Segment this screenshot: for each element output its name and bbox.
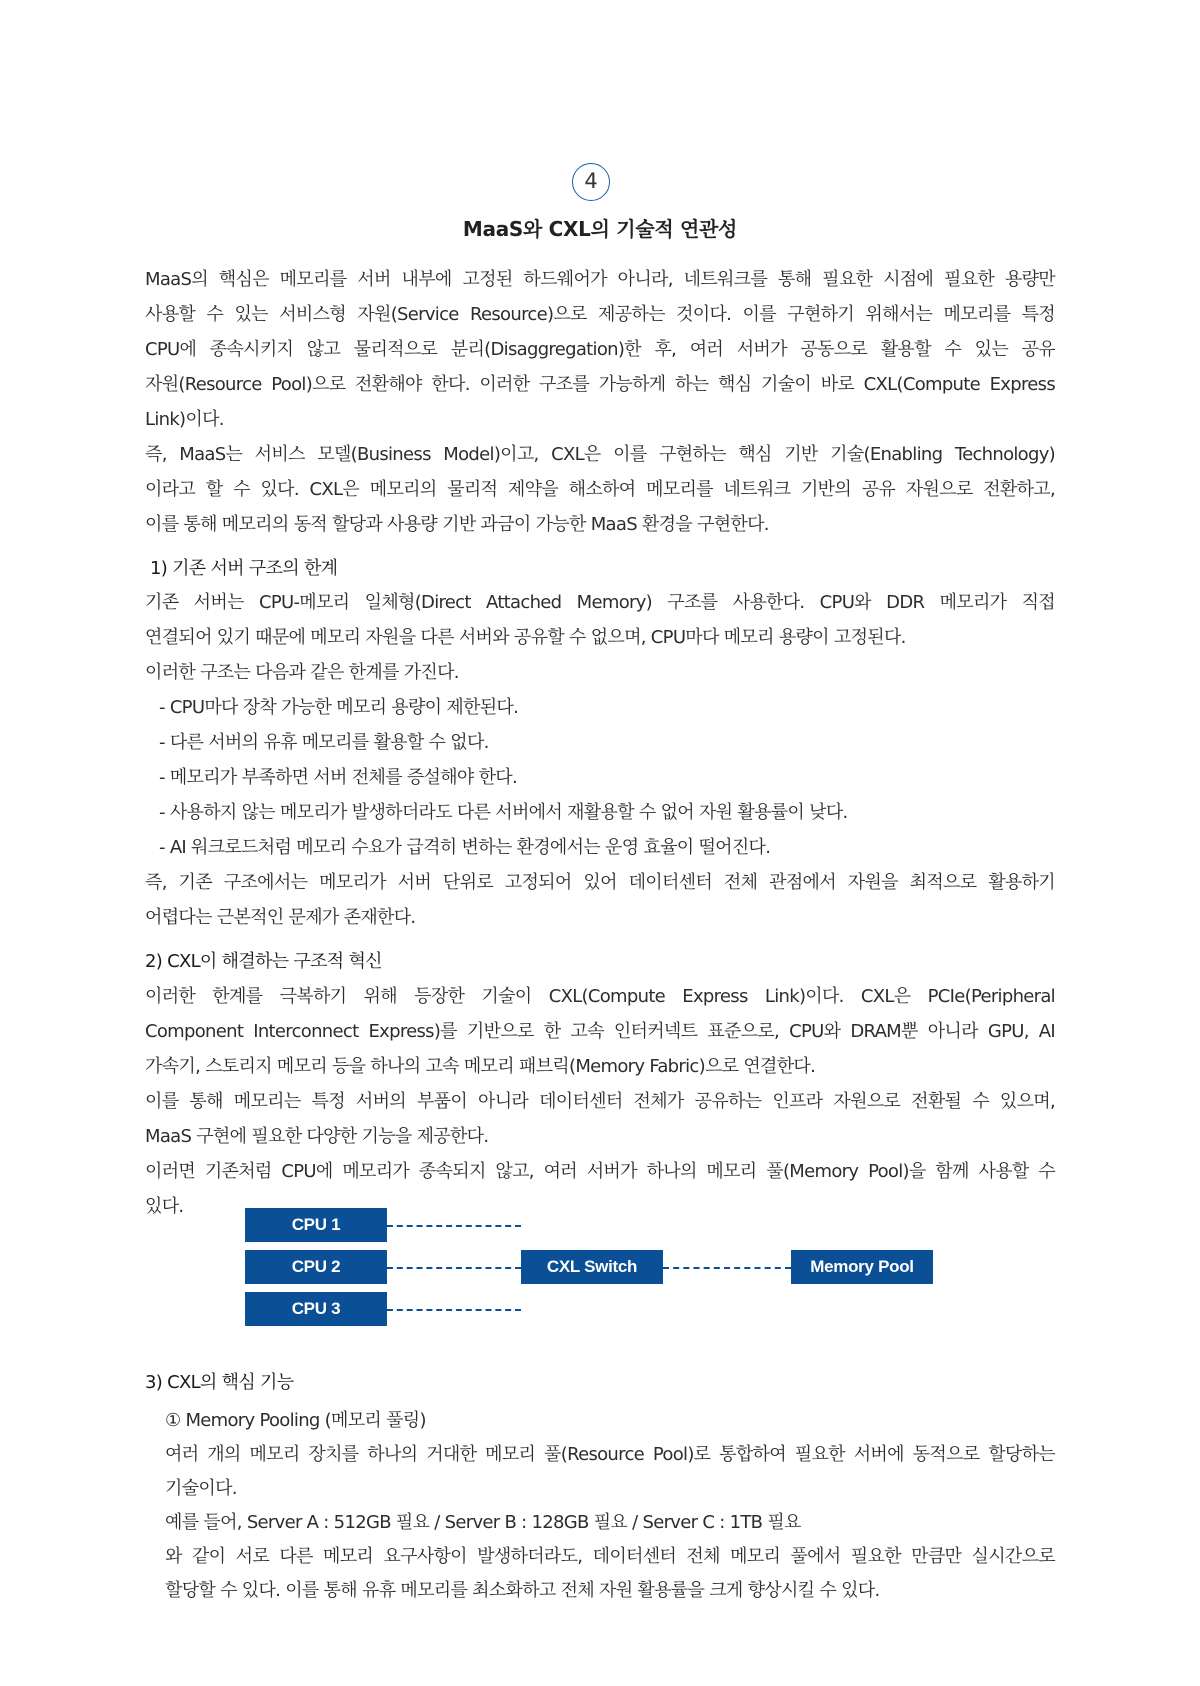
list-item: - 사용하지 않는 메모리가 발생하더라도 다른 서버에서 재활용할 수 없어 자원 활용률이 낮다. [159, 802, 848, 823]
feature-heading: ① Memory Pooling (메모리 풀링) [165, 1410, 426, 1431]
list-item: - CPU마다 장착 가능한 메모리 용량이 제한된다. [159, 697, 519, 718]
paragraph-line: MaaS 구현에 필요한 다양한 기능을 제공한다. [145, 1126, 489, 1147]
paragraph-line: 이라고 할 수 있다. CXL은 메모리의 물리적 제약을 해소하여 메모리를 네트워크 기반의 공유 자원으로 전환하고, [145, 479, 1055, 500]
paragraph-line: 이를 통해 메모리의 동적 할당과 사용량 기반 과금이 가능한 MaaS 환경을 구현한다. [145, 514, 769, 535]
cpu-1-box: CPU 1 [245, 1208, 387, 1242]
paragraph-line: 사용할 수 있는 서비스형 자원(Service Resource)으로 제공하는 것이다. 이를 구현하기 위해서는 메모리를 특정 [145, 304, 1055, 325]
subsection-heading: 3) CXL의 핵심 기능 [145, 1372, 294, 1393]
paragraph-line: 할당할 수 있다. 이를 통해 유휴 메모리를 최소화하고 전체 자원 활용률을 크게 향상시킬 수 있다. [165, 1580, 880, 1601]
list-item: - 메모리가 부족하면 서버 전체를 증설해야 한다. [159, 767, 518, 788]
paragraph-line: 즉, 기존 구조에서는 메모리가 서버 단위로 고정되어 있어 데이터센터 전체 관점에서 자원을 최적으로 활용하기 [145, 872, 1055, 893]
paragraph-line: 이를 통해 메모리는 특정 서버의 부품이 아니라 데이터센터 전체가 공유하는 인프라 자원으로 전환될 수 있으며, [145, 1091, 1055, 1112]
paragraph-line: MaaS의 핵심은 메모리를 서버 내부에 고정된 하드웨어가 아니라, 네트워크를 통해 필요한 시점에 필요한 용량만 [145, 269, 1055, 290]
connector-line [387, 1225, 521, 1227]
paragraph-line: Link)이다. [145, 409, 224, 430]
subsection-heading: 1) 기존 서버 구조의 한계 [150, 558, 338, 579]
paragraph-line: 이러한 한계를 극복하기 위해 등장한 기술이 CXL(Compute Express Link)이다. CXL은 PCIe(Peripheral [145, 986, 1055, 1007]
connector-line [663, 1267, 791, 1269]
list-item: - AI 워크로드처럼 메모리 수요가 급격히 변하는 환경에서는 운영 효율이 떨어진다. [159, 837, 771, 858]
cxl-architecture-diagram [245, 1208, 965, 1338]
section-number-badge: 4 [572, 163, 610, 201]
memory-pool-box: Memory Pool [791, 1250, 933, 1284]
paragraph-line: 이러한 구조는 다음과 같은 한계를 가진다. [145, 662, 459, 683]
paragraph-line: 즉, MaaS는 서비스 모델(Business Model)이고, CXL은 이를 구현하는 핵심 기반 기술(Enabling Technology) [145, 444, 1055, 465]
paragraph-line: 있다. [145, 1196, 184, 1217]
paragraph-line: 기술이다. [165, 1478, 237, 1499]
paragraph-line: 이러면 기존처럼 CPU에 메모리가 종속되지 않고, 여러 서버가 하나의 메모리 풀(Memory Pool)을 함께 사용할 수 [145, 1161, 1055, 1182]
cpu-3-box: CPU 3 [245, 1292, 387, 1326]
section-title: MaaS와 CXL의 기술적 연관성 [462, 217, 738, 241]
paragraph-line: 와 같이 서로 다른 메모리 요구사항이 발생하더라도, 데이터센터 전체 메모리 풀에서 필요한 만큼만 실시간으로 [165, 1546, 1055, 1567]
paragraph-line: 기존 서버는 CPU-메모리 일체형(Direct Attached Memory) 구조를 사용한다. CPU와 DDR 메모리가 직접 [145, 592, 1055, 613]
paragraph-line: 어렵다는 근본적인 문제가 존재한다. [145, 907, 416, 928]
paragraph-line: 여러 개의 메모리 장치를 하나의 거대한 메모리 풀(Resource Pool)로 통합하여 필요한 서버에 동적으로 할당하는 [165, 1444, 1055, 1465]
subsection-heading: 2) CXL이 해결하는 구조적 혁신 [145, 951, 382, 972]
list-item: - 다른 서버의 유휴 메모리를 활용할 수 없다. [159, 732, 489, 753]
paragraph-line: 가속기, 스토리지 메모리 등을 하나의 고속 메모리 패브릭(Memory Fabric)으로 연결한다. [145, 1056, 816, 1077]
paragraph-line: Component Interconnect Express)를 기반으로 한 고속 인터커넥트 표준으로, CPU와 DRAM뿐 아니라 GPU, AI [145, 1021, 1055, 1042]
paragraph-line: 연결되어 있기 때문에 메모리 자원을 다른 서버와 공유할 수 없으며, CPU마다 메모리 용량이 고정된다. [145, 627, 906, 648]
cpu-2-box: CPU 2 [245, 1250, 387, 1284]
cxl-switch-box: CXL Switch [521, 1250, 663, 1284]
connector-line [387, 1309, 521, 1311]
paragraph-line: 자원(Resource Pool)으로 전환해야 한다. 이러한 구조를 가능하게 하는 핵심 기술이 바로 CXL(Compute Express [145, 374, 1055, 395]
paragraph-line: CPU에 종속시키지 않고 물리적으로 분리(Disaggregation)한 후, 여러 서버가 공동으로 활용할 수 있는 공유 [145, 339, 1055, 360]
connector-line [387, 1267, 521, 1269]
paragraph-line: 예를 들어, Server A : 512GB 필요 / Server B : 128GB 필요 / Server C : 1TB 필요 [165, 1512, 801, 1533]
